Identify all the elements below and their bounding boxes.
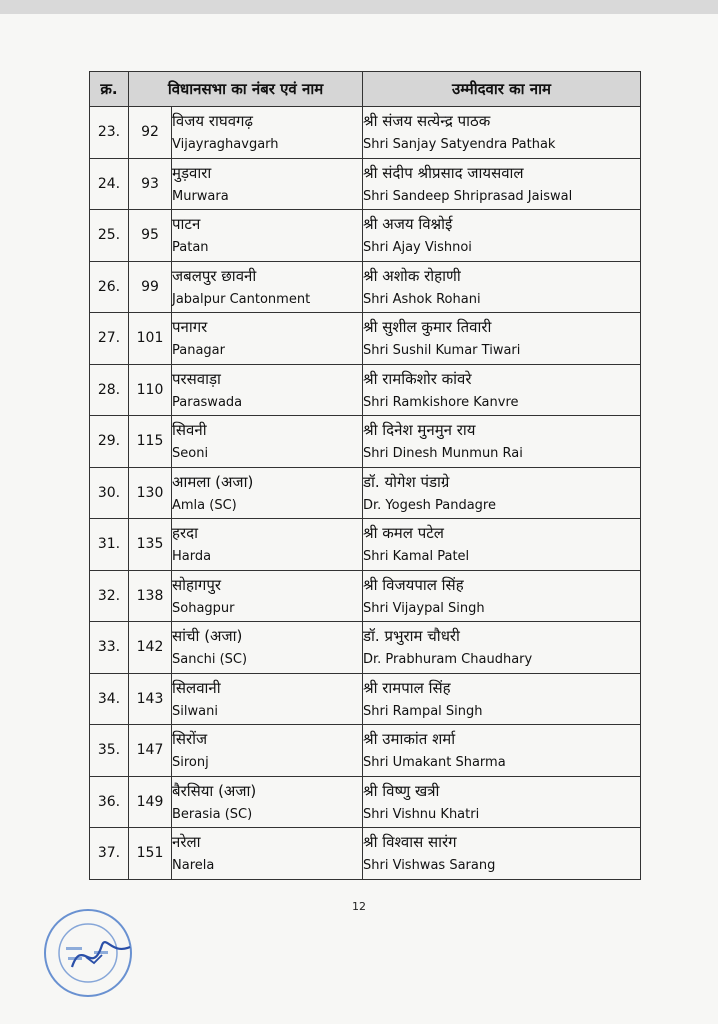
table-row <box>90 158 641 210</box>
table-row <box>90 364 641 416</box>
header-candidate: उम्मीदवार का नाम <box>363 72 641 107</box>
candidate-name-hindi: श्री रामकिशोर कांवरे <box>363 369 472 388</box>
document-page <box>0 14 718 1024</box>
constituency-name-hindi: विजय राघवगढ़ <box>172 112 253 130</box>
assembly-number: 95 <box>129 210 172 262</box>
serial-number: 28. <box>90 364 129 416</box>
candidate-name-english: Shri Dinesh Munmun Rai <box>363 446 523 461</box>
constituency-cell <box>172 519 363 571</box>
candidate-name-hindi: श्री सुशील कुमार तिवारी <box>363 318 492 336</box>
constituency-cell <box>172 776 363 828</box>
constituency-name-english: Harda <box>172 549 212 564</box>
constituency-cell <box>172 467 363 519</box>
table-row <box>90 519 641 571</box>
constituency-name-hindi: बैरसिया (अजा) <box>172 781 257 800</box>
constituency-cell <box>172 416 363 468</box>
candidate-cell <box>363 210 641 262</box>
serial-number: 30. <box>90 467 129 519</box>
assembly-number: 110 <box>129 364 172 416</box>
assembly-number: 143 <box>129 673 172 725</box>
constituency-cell <box>172 570 363 622</box>
constituency-name-english: Vijayraghavgarh <box>172 137 279 152</box>
candidate-cell <box>363 673 641 725</box>
candidate-name-hindi: श्री विजयपाल सिंह <box>363 575 464 594</box>
constituency-cell <box>172 622 363 674</box>
candidate-name-hindi: श्री रामपाल सिंह <box>363 678 451 697</box>
candidate-cell <box>363 622 641 674</box>
constituency-name-hindi: सिरोंज <box>172 730 208 748</box>
candidate-name-english: Shri Kamal Patel <box>363 549 470 564</box>
constituency-name-english: Panagar <box>172 343 225 358</box>
candidate-name-english: Dr. Yogesh Pandagre <box>363 497 496 513</box>
candidate-name-english: Shri Rampal Singh <box>363 703 483 719</box>
candidate-name-english: Dr. Prabhuram Chaudhary <box>363 652 533 667</box>
table-row <box>90 261 641 313</box>
candidate-cell <box>363 364 641 416</box>
serial-number: 34. <box>90 673 129 725</box>
constituency-name-hindi: जबलपुर छावनी <box>172 266 257 285</box>
constituency-cell <box>172 210 363 262</box>
candidate-name-english: Shri Sanjay Satyendra Pathak <box>363 137 556 152</box>
constituency-cell <box>172 313 363 365</box>
candidate-name-hindi: श्री अशोक रोहाणी <box>363 266 461 285</box>
serial-number: 36. <box>90 776 129 828</box>
candidate-cell <box>363 776 641 828</box>
constituency-name-hindi: पाटन <box>172 215 201 233</box>
candidate-name-hindi: श्री कमल पटेल <box>363 524 444 542</box>
serial-number: 29. <box>90 416 129 468</box>
constituency-name-english: Murwara <box>172 188 229 204</box>
constituency-cell <box>172 261 363 313</box>
candidate-name-hindi: श्री दिनेश मुनमुन राय <box>363 421 476 439</box>
constituency-name-english: Paraswada <box>172 394 243 410</box>
serial-number: 35. <box>90 725 129 777</box>
constituency-name-hindi: पनागर <box>172 318 208 336</box>
serial-number: 37. <box>90 828 129 880</box>
assembly-number: 147 <box>129 725 172 777</box>
constituency-name-hindi: मुड़वारा <box>172 163 212 182</box>
serial-number: 23. <box>90 107 129 159</box>
constituency-name-hindi: नरेला <box>172 833 201 851</box>
candidate-name-english: Shri Vishnu Khatri <box>363 806 480 822</box>
table-row <box>90 828 641 880</box>
candidate-cell <box>363 107 641 159</box>
table-row <box>90 313 641 365</box>
constituency-cell <box>172 158 363 210</box>
constituency-name-hindi: सांची (अजा) <box>172 627 243 645</box>
constituency-name-english: Sanchi (SC) <box>172 652 248 667</box>
constituency-name-hindi: सोहागपुर <box>172 575 221 594</box>
constituency-name-english: Patan <box>172 240 209 255</box>
table-row <box>90 673 641 725</box>
serial-number: 26. <box>90 261 129 313</box>
header-constituency: विधानसभा का नंबर एवं नाम <box>129 72 363 107</box>
assembly-number: 135 <box>129 519 172 571</box>
candidate-cell <box>363 261 641 313</box>
table-row <box>90 467 641 519</box>
candidate-name-hindi: श्री उमाकांत शर्मा <box>363 730 456 748</box>
constituency-cell <box>172 725 363 777</box>
constituency-name-hindi: सिवनी <box>172 421 207 439</box>
candidate-name-hindi: श्री संदीप श्रीप्रसाद जायसवाल <box>363 163 524 182</box>
constituency-name-english: Narela <box>172 858 215 873</box>
candidate-name-english: Shri Vijaypal Singh <box>363 600 485 616</box>
table-row <box>90 776 641 828</box>
constituency-name-english: Amla (SC) <box>172 497 237 513</box>
candidate-name-english: Shri Sandeep Shriprasad Jaiswal <box>363 188 573 204</box>
table-row <box>90 725 641 777</box>
constituency-name-english: Jabalpur Cantonment <box>172 291 311 307</box>
candidate-cell <box>363 725 641 777</box>
serial-number: 27. <box>90 313 129 365</box>
table-row <box>90 570 641 622</box>
serial-number: 24. <box>90 158 129 210</box>
serial-number: 25. <box>90 210 129 262</box>
constituency-name-hindi: परसवाड़ा <box>172 369 221 388</box>
assembly-number: 149 <box>129 776 172 828</box>
candidate-name-hindi: डॉ. योगेश पंडाग्रे <box>363 472 450 491</box>
constituency-cell <box>172 107 363 159</box>
constituency-cell <box>172 673 363 725</box>
candidate-name-hindi: डॉ. प्रभुराम चौधरी <box>363 627 460 645</box>
constituency-name-english: Sironj <box>172 755 209 770</box>
candidate-table <box>89 71 641 880</box>
table-row <box>90 416 641 468</box>
assembly-number: 99 <box>129 261 172 313</box>
party-seal-stamp-icon <box>42 907 134 999</box>
candidate-name-english: Shri Umakant Sharma <box>363 755 506 770</box>
constituency-name-english: Berasia (SC) <box>172 806 253 822</box>
serial-number: 32. <box>90 570 129 622</box>
constituency-name-hindi: सिलवानी <box>172 678 221 697</box>
candidate-name-hindi: श्री विष्णु खत्री <box>363 781 440 800</box>
candidate-cell <box>363 416 641 468</box>
constituency-name-hindi: आमला (अजा) <box>172 472 254 491</box>
candidate-cell <box>363 828 641 880</box>
assembly-number: 93 <box>129 158 172 210</box>
constituency-name-hindi: हरदा <box>172 524 198 542</box>
candidate-cell <box>363 158 641 210</box>
assembly-number: 92 <box>129 107 172 159</box>
serial-number: 33. <box>90 622 129 674</box>
assembly-number: 101 <box>129 313 172 365</box>
table-row <box>90 107 641 159</box>
candidate-name-hindi: श्री संजय सत्येन्द्र पाठक <box>363 112 491 130</box>
assembly-number: 151 <box>129 828 172 880</box>
candidate-name-hindi: श्री अजय विश्नोई <box>363 215 453 233</box>
header-serial: क्र. <box>90 72 129 107</box>
assembly-number: 130 <box>129 467 172 519</box>
candidate-name-english: Shri Ajay Vishnoi <box>363 240 472 255</box>
page-number: 12 <box>352 900 366 913</box>
assembly-number: 115 <box>129 416 172 468</box>
table-row <box>90 210 641 262</box>
table-row <box>90 622 641 674</box>
candidate-cell <box>363 519 641 571</box>
candidate-cell <box>363 570 641 622</box>
constituency-name-english: Sohagpur <box>172 600 235 616</box>
constituency-cell <box>172 828 363 880</box>
assembly-number: 138 <box>129 570 172 622</box>
constituency-cell <box>172 364 363 416</box>
candidate-name-english: Shri Sushil Kumar Tiwari <box>363 343 521 358</box>
candidate-cell <box>363 467 641 519</box>
candidate-name-english: Shri Vishwas Sarang <box>363 858 496 873</box>
constituency-name-english: Seoni <box>172 446 209 461</box>
serial-number: 31. <box>90 519 129 571</box>
table-header-row <box>90 72 641 107</box>
candidate-name-hindi: श्री विश्वास सारंग <box>363 833 457 851</box>
candidate-name-english: Shri Ashok Rohani <box>363 291 481 307</box>
assembly-number: 142 <box>129 622 172 674</box>
candidate-cell <box>363 313 641 365</box>
constituency-name-english: Silwani <box>172 703 218 719</box>
candidate-name-english: Shri Ramkishore Kanvre <box>363 394 519 410</box>
